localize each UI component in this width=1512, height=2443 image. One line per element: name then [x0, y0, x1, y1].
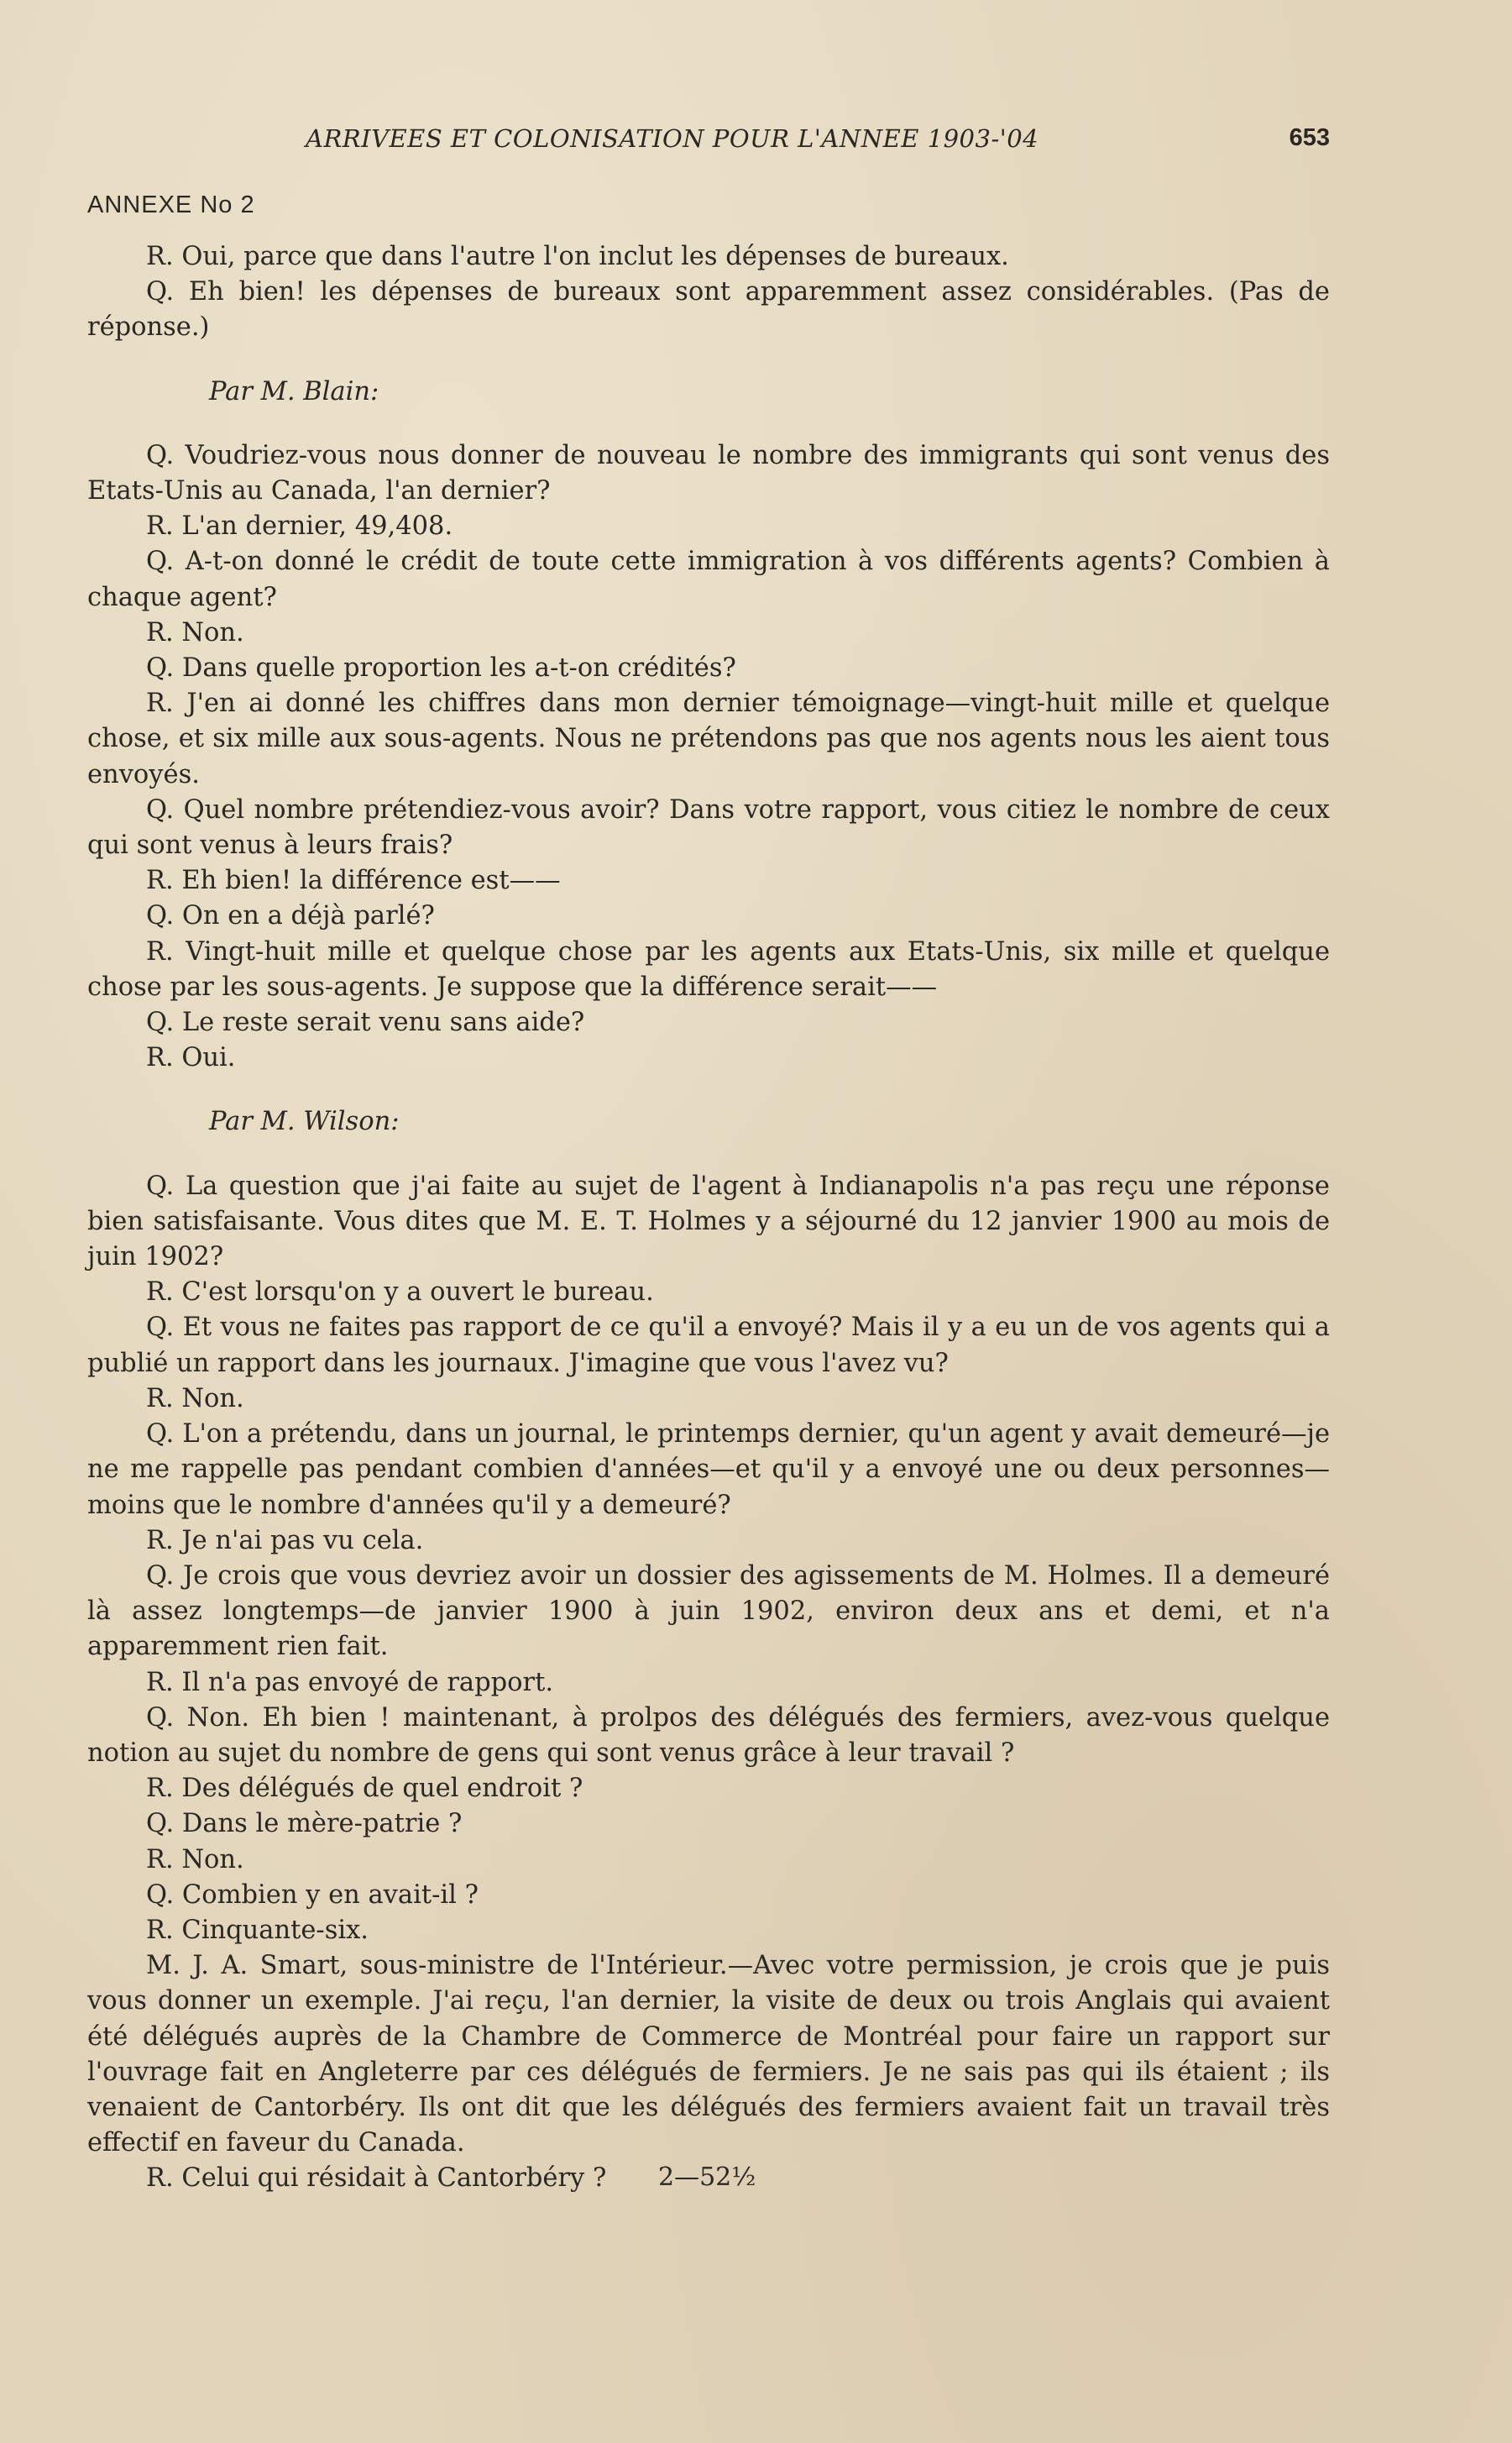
paragraph: Q. Voudriez-vous nous donner de nouveau le nombre des immigrants qui sont venus des Etats-Unis au Canada, l'an dernier?	[87, 440, 1330, 506]
body-text	[87, 239, 1330, 2197]
paragraph: Q. La question que j'ai faite au sujet de l'agent à Indianapolis n'a pas reçu une réponse bien satisfaisante. Vous dites que M. E. T. Holmes y a séjourné du 12 janvier 1900 au mois de juin 1902?	[87, 1171, 1330, 1272]
folio: 2—52½	[658, 2163, 756, 2192]
paragraph: Q. Non. Eh bien ! maintenant, à prolpos des délégués des fermiers, avez-vous quelque notion au sujet du nombre de gens qui sont venus grâce à leur travail ?	[87, 1702, 1330, 1768]
document-page	[87, 0, 1330, 2443]
paragraph: R. Eh bien! la différence est——	[146, 866, 561, 896]
running-header	[87, 124, 1330, 166]
page-number: 653	[1289, 124, 1330, 151]
paragraph: Q. Et vous ne faites pas rapport de ce qu'il a envoyé? Mais il y a eu un de vos agents qui a publié un rapport dans les journaux. J'imagine que vous l'avez vu?	[87, 1313, 1330, 1378]
paragraph: R. Cinquante-six.	[146, 1915, 369, 1945]
paragraph: R. Non.	[146, 1844, 244, 1874]
speaker-heading: Par M. Wilson:	[209, 1107, 400, 1137]
paragraph: R. Celui qui résidait à Cantorbéry ?	[146, 2163, 607, 2194]
paragraph: Q. A-t-on donné le crédit de toute cette immigration à vos différents agents? Combien à chaque agent?	[87, 547, 1330, 612]
paragraph: R. C'est lorsqu'on y a ouvert le bureau.	[146, 1277, 654, 1308]
paragraph: Q. Dans le mère-patrie ?	[146, 1809, 463, 1839]
annexe-label: ANNEXE No 2	[87, 191, 255, 218]
paragraph: R. Non.	[146, 617, 244, 647]
paragraph: R. L'an dernier, 49,408.	[146, 511, 453, 542]
speaker-heading: Par M. Blain:	[209, 376, 379, 406]
paragraph: M. J. A. Smart, sous-ministre de l'Intérieur.—Avec votre permission, je crois que je puis vous donner un exemple. J'ai reçu, l'an dernier, la visite de deux ou trois Anglais qui avaient été délégués auprès de la Chambre de Commerce de Montréal pour faire un rapport sur l'ouvrage fait en Angleterre par ces délégués de fermiers. Je ne sais pas qui ils étaient ; ils venaient de Cantorbéry. Ils ont dit que les délégués des fermiers avaient fait un travail très effectif en faveur du Canada.	[87, 1951, 1330, 2158]
paragraph: R. Oui, parce que dans l'autre l'on inclut les dépenses de bureaux.	[146, 242, 1009, 271]
paragraph: R. Oui.	[146, 1043, 236, 1073]
paragraph: Q. Quel nombre prétendiez-vous avoir? Dans votre rapport, vous citiez le nombre de ceux qui sont venus à leurs frais?	[87, 794, 1330, 861]
paragraph: R. Non.	[146, 1383, 244, 1413]
paragraph: Q. On en a déjà parlé?	[146, 901, 435, 931]
paragraph: Q. Le reste serait venu sans aide?	[146, 1008, 585, 1038]
paragraph: R. Je n'ai pas vu cela.	[146, 1525, 424, 1555]
paragraph: R. Vingt-huit mille et quelque chose par les agents aux Etats-Unis, six mille et quelque chose par les sous-agents. Je suppose que la différence serait——	[87, 936, 1330, 1002]
paragraph: Q. Eh bien! les dépenses de bureaux sont apparemment assez considérables. (Pas de réponse.)	[87, 277, 1330, 343]
paragraph: R. Il n'a pas envoyé de rapport.	[146, 1667, 554, 1697]
paragraph: Q. Dans quelle proportion les a-t-on crédités?	[146, 653, 736, 684]
paragraph: R. J'en ai donné les chiffres dans mon dernier témoignage—vingt-huit mille et quelque chose, et six mille aux sous-agents. Nous ne prétendons pas que nos agents nous les aient tous envoyés.	[87, 689, 1330, 789]
paragraph: Q. L'on a prétendu, dans un journal, le printemps dernier, qu'un agent y avait demeuré—je ne me rappelle pas pendant combien d'années—et qu'il y a envoyé une ou deux personnes—moins que le nombre d'années qu'il y a demeuré?	[87, 1419, 1330, 1520]
running-title: ARRIVEES ET COLONISATION POUR L'ANNEE 1903-'04	[306, 124, 1039, 153]
paragraph: R. Des délégués de quel endroit ?	[146, 1774, 583, 1804]
paragraph: Q. Combien y en avait-il ?	[146, 1879, 479, 1910]
paragraph: Q. Je crois que vous devriez avoir un dossier des agissements de M. Holmes. Il a demeuré là assez longtemps—de janvier 1900 à juin 1902, environ deux ans et demi, et n'a apparemment rien fait.	[87, 1560, 1330, 1662]
